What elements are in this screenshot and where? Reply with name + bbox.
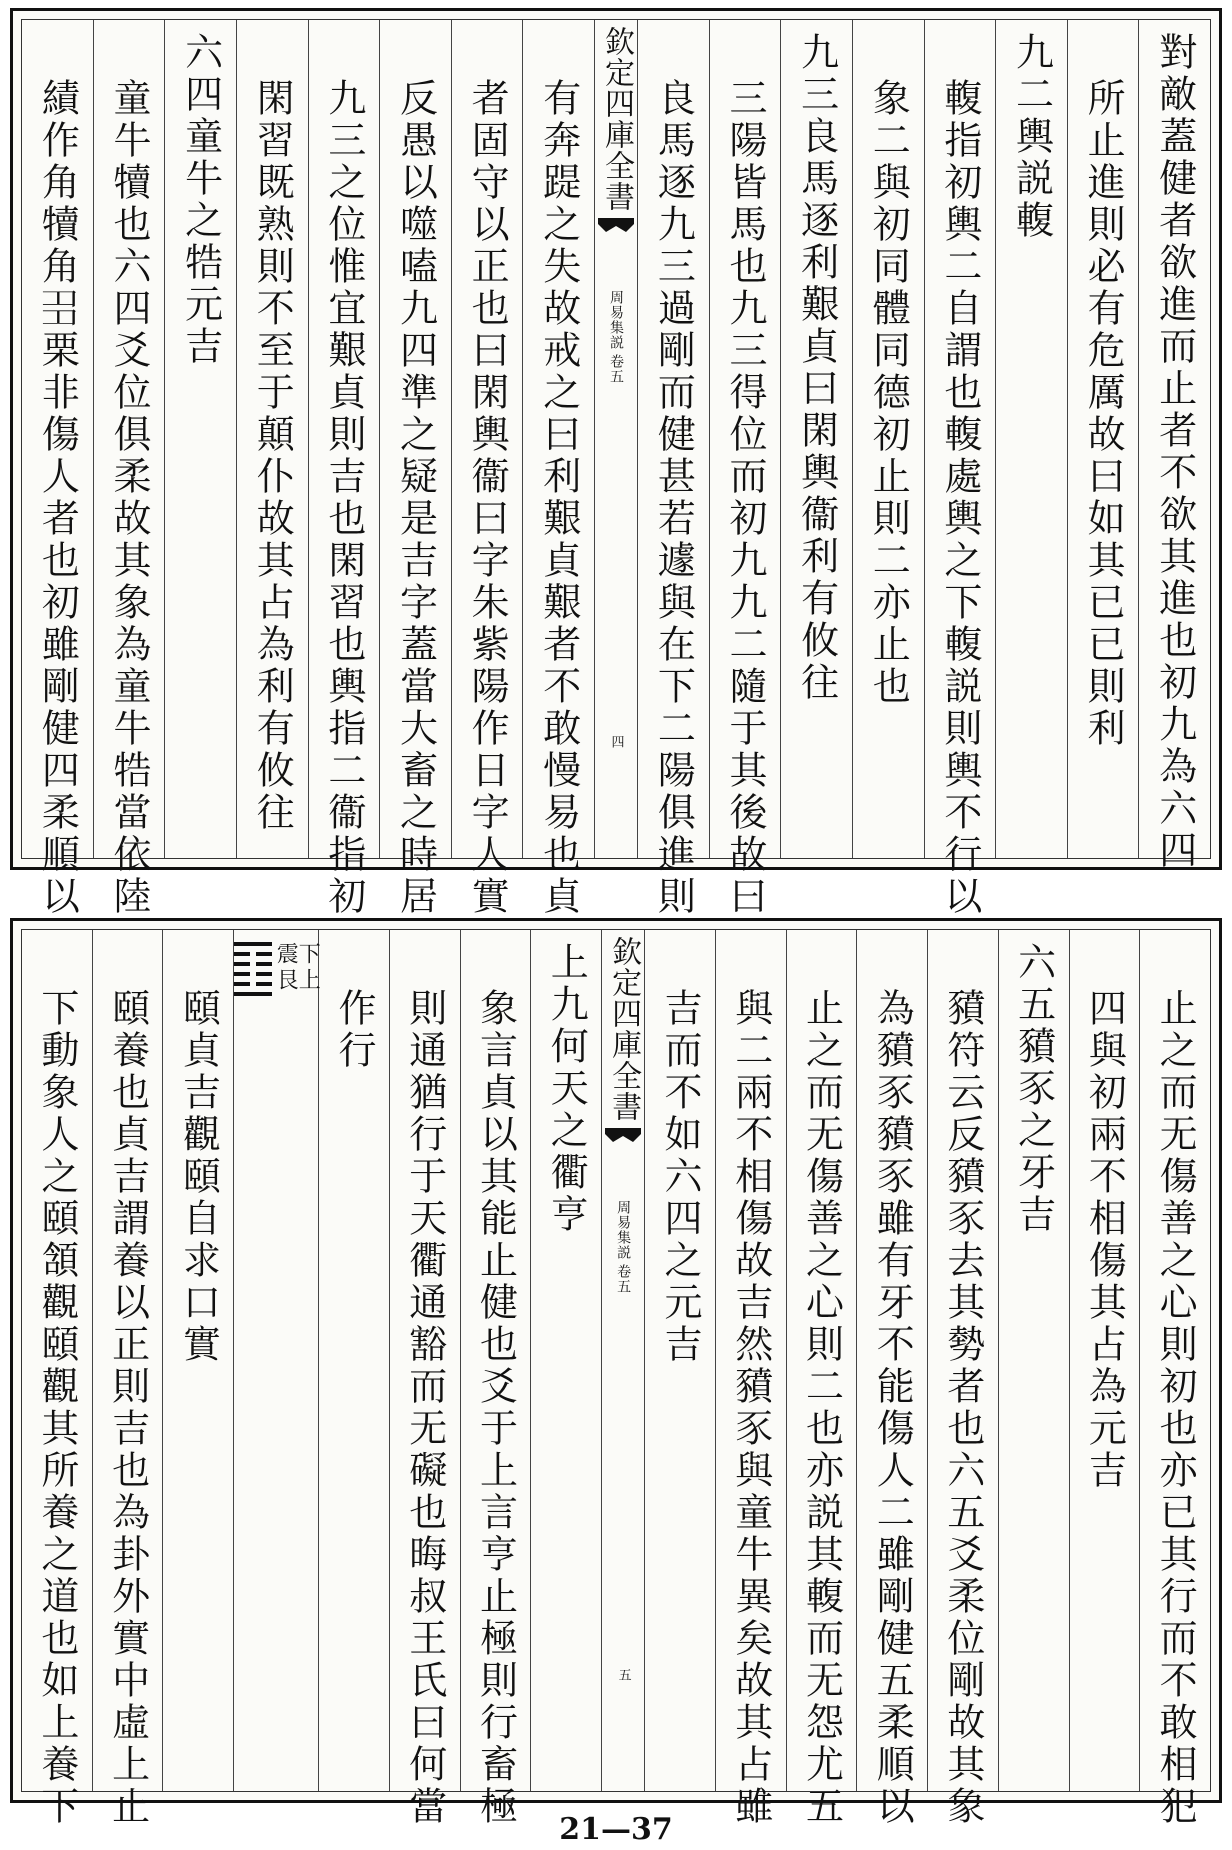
column-text: 九二輿説輹 [1009, 32, 1054, 242]
lower-trigram-position: 下 [295, 942, 321, 964]
column-text: 止之而无傷善之心則二也亦説其輹而无怨尤五 [799, 988, 844, 1828]
column-text: 反愚以噬嗑九四準之疑是吉字蓋當大畜之時居 [393, 78, 438, 918]
center-fold [594, 20, 637, 858]
center-title: 欽定四庫全書 [606, 936, 642, 1122]
column-text: 與二兩不相傷故吉然豶豕與童牛異矣故其占雖 [728, 988, 773, 1828]
column-text: 者固守以正也曰閑輿衞曰字朱紫陽作日字人實 [465, 78, 510, 918]
center-title: 欽定四庫全書 [599, 26, 634, 212]
text-column [522, 20, 594, 918]
text-column [451, 20, 523, 918]
hexagram-column [233, 930, 321, 1791]
text-column [318, 930, 389, 1791]
text-column [1067, 20, 1139, 858]
hexagram-line [234, 942, 272, 946]
upper-trigram-name: 艮 [273, 968, 299, 990]
text-column [1138, 20, 1210, 872]
column-text: 象言貞以其能止健也爻于上言亨止極則行畜極 [473, 988, 518, 1828]
text-column [236, 20, 308, 858]
column-text: 九三良馬逐利艱貞曰閑輿衞利有攸往 [794, 32, 839, 704]
column-text: 頤貞吉觀頤自求口實 [176, 988, 221, 1366]
column-text: 績作角犢角𡖈栗非傷人者也初雖剛健四柔順以 [35, 78, 80, 918]
hexagram-line [234, 962, 272, 966]
text-column [92, 930, 163, 1828]
column-text: 對敵蓋健者欲進而止者不欲其進也初九為六四 [1152, 32, 1197, 872]
column-text: 良馬逐九三過剛而健甚若遽與在下二陽俱進則 [651, 78, 696, 918]
hexagram-icon [234, 942, 272, 996]
page-number: 五 [615, 1668, 631, 1681]
text-column [379, 20, 451, 918]
column-text: 豶符云反豶豕去其勢者也六五爻柔位剛故其象 [940, 988, 985, 1828]
top-page [10, 8, 1222, 918]
hexagram-line [234, 982, 272, 986]
text-column [644, 930, 715, 1791]
column-text: 為豶豕豶豕雖有牙不能傷人二雖剛健五柔順以 [870, 988, 915, 1828]
column-text: 九三之位惟宜艱貞則吉也閑習也輿指二衞指初 [321, 78, 366, 918]
fish-tail-icon [598, 218, 634, 240]
text-column [1069, 930, 1140, 1791]
column-text: 六五豶豕之牙吉 [1011, 942, 1056, 1236]
column-text: 所止進則必有危厲故曰如其已已則利 [1081, 78, 1126, 750]
text-column [786, 930, 857, 1828]
column-text: 三陽皆馬也九三得位而初九九二隨于其後故曰 [722, 78, 767, 918]
text-column [856, 930, 927, 1828]
text-column [924, 20, 996, 918]
text-column [93, 20, 165, 918]
text-column [22, 20, 93, 918]
column-text: 六四童牛之牿元吉 [178, 32, 223, 368]
text-column [998, 930, 1069, 1791]
column-text: 象二與初同體同德初止則二亦止也 [866, 78, 911, 708]
text-column [780, 20, 852, 858]
footer-page-label: 21—37 [559, 1812, 673, 1847]
text-column [164, 20, 236, 858]
text-column [308, 20, 380, 918]
column-text: 頤養也貞吉謂養以正則吉也為卦外實中虛上止 [105, 988, 150, 1828]
text-column [852, 20, 924, 858]
volume-label: 卷五 [615, 1264, 632, 1294]
text-column [1139, 930, 1210, 1828]
column-text: 有奔踶之失故戒之曰利艱貞艱者不敢慢易也貞 [536, 78, 581, 918]
book-title: 周易集説 [608, 290, 624, 350]
text-column [162, 930, 233, 1791]
center-fold [601, 930, 644, 1791]
text-column [389, 930, 460, 1828]
bottom-page [10, 918, 1222, 1828]
hexagram-yi [234, 930, 321, 1791]
top-page-columns [21, 19, 1211, 918]
column-text: 童牛犢也六四爻位俱柔故其象為童牛牿當依陸 [106, 78, 151, 918]
column-text: 吉而不如六四之元吉 [657, 988, 702, 1366]
column-text: 作行 [332, 988, 377, 1072]
bottom-page-columns [21, 929, 1211, 1828]
text-column [530, 930, 601, 1791]
column-text: 止之而无傷善之心則初也亦已其行而不敢相犯 [1153, 988, 1198, 1828]
hexagram-line [234, 972, 272, 976]
page-number: 四 [608, 735, 624, 748]
lower-trigram-name: 震 [273, 942, 299, 964]
column-text: 四與初兩不相傷其占為元吉 [1082, 988, 1127, 1492]
text-column [927, 930, 998, 1828]
fish-tail-icon [605, 1128, 641, 1150]
text-column [715, 930, 786, 1828]
text-column [709, 20, 781, 918]
text-column [460, 930, 531, 1828]
book-title: 周易集説 [615, 1200, 632, 1260]
hexagram-line [234, 952, 272, 956]
hexagram-line [234, 992, 272, 996]
upper-trigram-position: 上 [295, 968, 321, 990]
text-column [22, 930, 92, 1828]
column-text: 上九何天之衢亨 [544, 942, 589, 1236]
text-column [995, 20, 1067, 858]
column-text: 輹指初輿二自謂也輹處輿之下輹説則輿不行以 [937, 78, 982, 918]
column-text: 下動象人之頤頷觀頤觀其所養之道也如上養下 [34, 988, 79, 1828]
volume-label: 卷五 [608, 354, 624, 384]
column-text: 則通猶行于天衢通豁而无礙也晦叔王氏曰何當 [402, 988, 447, 1828]
text-column [637, 20, 709, 918]
column-text: 閑習既熟則不至于顛仆故其占為利有攸往 [250, 78, 295, 834]
